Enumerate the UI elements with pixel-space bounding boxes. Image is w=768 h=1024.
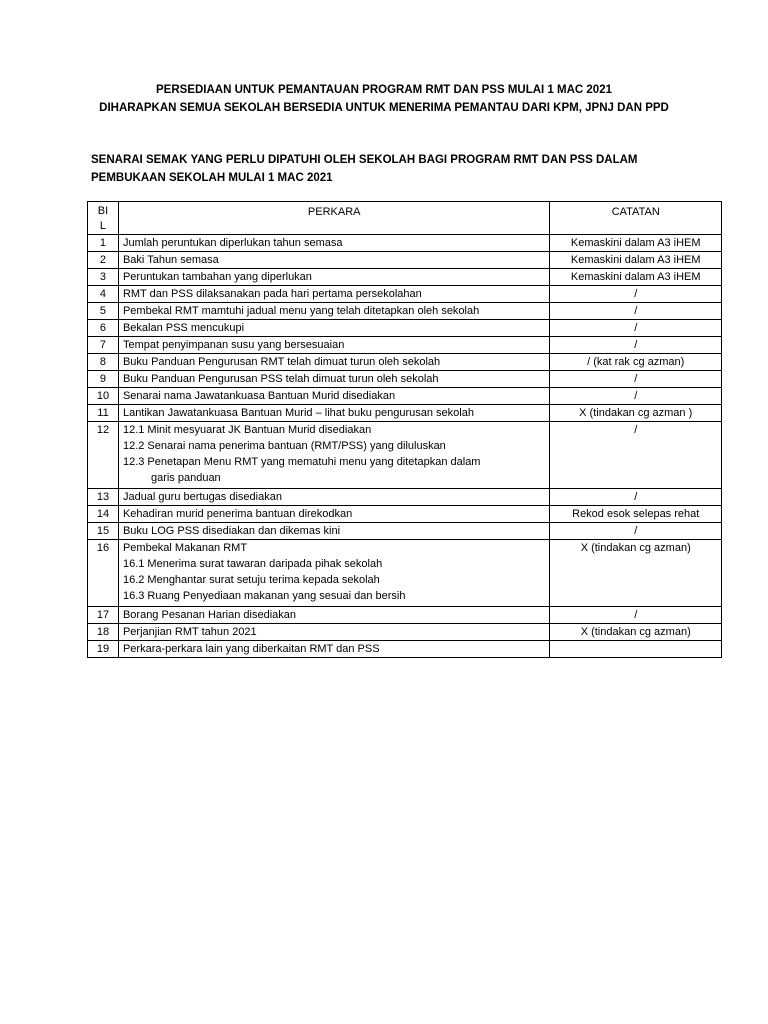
row-bil: 7 [88, 337, 119, 354]
header-bil-line-1: BI [97, 205, 109, 217]
header-catatan: CATATAN [550, 202, 722, 235]
table-row [88, 371, 722, 388]
row-perkara: Buku Panduan Pengurusan RMT telah dimuat turun oleh sekolah [118, 354, 550, 371]
row-bil: 8 [88, 354, 119, 371]
sub-item: Pembekal Makanan RMT [122, 542, 248, 554]
row-bil: 6 [88, 320, 119, 337]
row-bil: 14 [88, 506, 119, 523]
row-perkara: Pembekal RMT mamtuhi jadual menu yang telah ditetapkan oleh sekolah [118, 303, 550, 320]
row-catatan: Kemaskini dalam A3 iHEM [550, 269, 722, 286]
table-row [88, 506, 722, 523]
row-perkara: Bekalan PSS mencukupi [118, 320, 550, 337]
row-bil: 15 [88, 523, 119, 540]
row-catatan: / [550, 286, 722, 303]
row-bil: 5 [88, 303, 119, 320]
row-perkara: Jumlah peruntukan diperlukan tahun semasa [118, 235, 550, 252]
table-row [88, 388, 722, 405]
table-row [88, 252, 722, 269]
row-bil: 19 [88, 641, 119, 658]
sub-item: 12.3 Penetapan Menu RMT yang mematuhi menu yang ditetapkan dalam [122, 456, 481, 468]
table-row [88, 269, 722, 286]
row-perkara: Perjanjian RMT tahun 2021 [118, 624, 550, 641]
table-row [88, 354, 722, 371]
row-bil: 1 [88, 235, 119, 252]
header-bil-line-2: L [99, 220, 107, 232]
section-title-line-2: PEMBUKAAN SEKOLAH MULAI 1 MAC 2021 [91, 172, 333, 184]
row-bil: 3 [88, 269, 119, 286]
row-catatan: / [550, 337, 722, 354]
checklist-table [87, 201, 722, 658]
row-perkara: Tempat penyimpanan susu yang bersesuaian [118, 337, 550, 354]
row-catatan: Rekod esok selepas rehat [550, 506, 722, 523]
table-row [88, 489, 722, 506]
row-catatan: / (kat rak cg azman) [550, 354, 722, 371]
row-bil: 18 [88, 624, 119, 641]
row-catatan: / [550, 422, 722, 489]
header-perkara: PERKARA [118, 202, 550, 235]
row-bil: 12 [88, 422, 119, 489]
sub-item-continuation: garis panduan [150, 472, 221, 484]
row-perkara: RMT dan PSS dilaksanakan pada hari pertama persekolahan [118, 286, 550, 303]
row-perkara: Borang Pesanan Harian disediakan [118, 607, 550, 624]
table-row [88, 405, 722, 422]
row-catatan: Kemaskini dalam A3 iHEM [550, 235, 722, 252]
table-row [88, 523, 722, 540]
table-row [88, 303, 722, 320]
sub-item: 16.3 Ruang Penyediaan makanan yang sesuai dan bersih [122, 590, 406, 602]
table-row [88, 540, 722, 607]
row-catatan: / [550, 489, 722, 506]
table-header-row [88, 202, 722, 235]
row-bil: 16 [88, 540, 119, 607]
sub-item: 16.1 Menerima surat tawaran daripada pihak sekolah [122, 558, 383, 570]
row-bil: 13 [88, 489, 119, 506]
table-row [88, 235, 722, 252]
row-perkara: Buku Panduan Pengurusan PSS telah dimuat turun oleh sekolah [118, 371, 550, 388]
document-header [0, 81, 768, 117]
row-catatan: / [550, 371, 722, 388]
row-bil: 4 [88, 286, 119, 303]
row-catatan: / [550, 607, 722, 624]
row-perkara: Peruntukan tambahan yang diperlukan [118, 269, 550, 286]
row-perkara [118, 540, 550, 607]
row-perkara: Perkara-perkara lain yang diberkaitan RMT dan PSS [118, 641, 550, 658]
row-perkara: Lantikan Jawatankuasa Bantuan Murid – lihat buku pengurusan sekolah [118, 405, 550, 422]
row-perkara: Jadual guru bertugas disediakan [118, 489, 550, 506]
row-catatan: X (tindakan cg azman ) [550, 405, 722, 422]
table-row [88, 422, 722, 489]
row-catatan: X (tindakan cg azman) [550, 624, 722, 641]
sub-item: 16.2 Menghantar surat setuju terima kepada sekolah [122, 574, 380, 586]
row-catatan: / [550, 320, 722, 337]
row-bil: 9 [88, 371, 119, 388]
table-row [88, 337, 722, 354]
row-bil: 17 [88, 607, 119, 624]
sub-item: 12.2 Senarai nama penerima bantuan (RMT/PSS) yang diluluskan [122, 440, 446, 452]
row-catatan: / [550, 303, 722, 320]
header-bil [88, 202, 119, 235]
row-bil: 11 [88, 405, 119, 422]
row-perkara: Kehadiran murid penerima bantuan direkodkan [118, 506, 550, 523]
table-row [88, 624, 722, 641]
header-line-2: DIHARAPKAN SEMUA SEKOLAH BERSEDIA UNTUK MENERIMA PEMANTAU DARI KPM, JPNJ DAN PPD [99, 102, 669, 114]
row-catatan [550, 641, 722, 658]
row-perkara: Buku LOG PSS disediakan dan dikemas kini [118, 523, 550, 540]
row-perkara: Senarai nama Jawatankuasa Bantuan Murid disediakan [118, 388, 550, 405]
section-title-line-1: SENARAI SEMAK YANG PERLU DIPATUHI OLEH SEKOLAH BAGI PROGRAM RMT DAN PSS DALAM [91, 154, 638, 166]
table-row [88, 286, 722, 303]
sub-item: 12.1 Minit mesyuarat JK Bantuan Murid disediakan [122, 424, 372, 436]
row-catatan: X (tindakan cg azman) [550, 540, 722, 607]
section-title [91, 151, 691, 187]
header-line-1: PERSEDIAAN UNTUK PEMANTAUAN PROGRAM RMT DAN PSS MULAI 1 MAC 2021 [156, 84, 612, 96]
table-row [88, 320, 722, 337]
row-bil: 2 [88, 252, 119, 269]
row-catatan: / [550, 523, 722, 540]
row-catatan: Kemaskini dalam A3 iHEM [550, 252, 722, 269]
row-perkara: Baki Tahun semasa [118, 252, 550, 269]
table-row [88, 641, 722, 658]
row-catatan: / [550, 388, 722, 405]
row-perkara [118, 422, 550, 489]
row-bil: 10 [88, 388, 119, 405]
table-row [88, 607, 722, 624]
